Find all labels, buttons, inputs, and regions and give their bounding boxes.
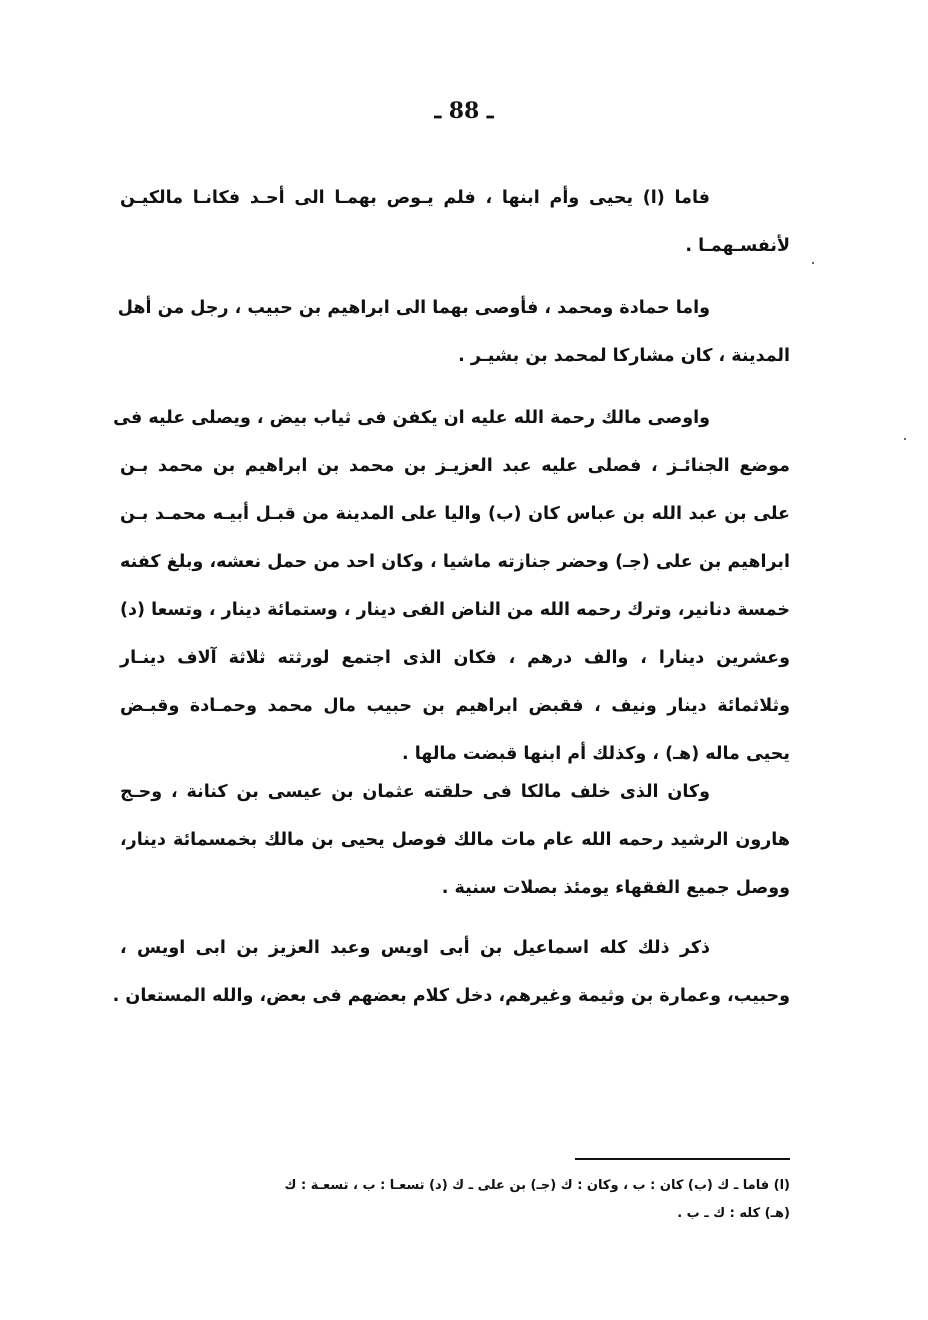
scan-speck xyxy=(812,262,814,264)
paragraph-3 xyxy=(113,394,790,778)
footnote-divider xyxy=(575,1158,790,1160)
paragraph-4 xyxy=(120,768,790,912)
paragraph-line: وكان الذى خلف مالكا فى حلقته عثمان بن عيسى بن كنانة ، وحـج xyxy=(120,782,710,802)
paragraph-line: لأنفسـهمـا . xyxy=(685,236,790,256)
paragraph-line: ابراهيم بن على (جـ) وحضر جنازته ماشيا ، وكان احد من حمل نعشه، وبلغ كفنه xyxy=(120,552,790,572)
page-number: ـ 88 ـ xyxy=(434,98,494,124)
paragraph-line: فاما (ا) يحيى وأم ابنها ، فلم يـوص بهمـا الى أحـد فكانـا مالكيـن xyxy=(120,188,710,208)
paragraph-2 xyxy=(117,284,790,380)
paragraph-line: ذكر ذلك كله اسماعيل بن أبى اويس وعبد العزيز بن ابى اويس ، xyxy=(120,938,710,958)
footnotes xyxy=(120,1172,790,1228)
paragraph-line: وحبيب، وعمارة بن وثيمة وغيرهم، دخل كلام بعضهم فى بعض، والله المستعان . xyxy=(112,986,790,1006)
footnote-line: (هـ) كله : ك ـ ب . xyxy=(677,1206,790,1221)
paragraph-1 xyxy=(120,174,790,270)
footnote-line: (ا) فاما ـ ك (ب) كان : ب ، وكان : ك (جـ) بن على ـ ك (د) تسعـا : ب ، تسعـة : ك xyxy=(284,1178,790,1193)
paragraph-line: واوصى مالك رحمة الله عليه ان يكفن فى ثياب بيض ، ويصلى عليه فى xyxy=(113,408,710,428)
paragraph-line: واما حمادة ومحمد ، فأوصى بهما الى ابراهيم بن حبيب ، رجل من أهل xyxy=(117,298,710,318)
paragraph-line: ووصل جميع الفقهاء يومئذ بصلات سنية . xyxy=(441,878,790,898)
paragraph-line: هارون الرشيد رحمه الله عام مات مالك فوصل يحيى بن مالك بخمسمائة دينار، xyxy=(120,830,790,850)
paragraph-line: يحيى ماله (هـ) ، وكذلك أم ابنها قبضت مالها . xyxy=(401,744,790,764)
paragraph-line: وثلاثمائة دينار ونيف ، فقبض ابراهيم بن حبيب مال محمد وحمـادة وقبـض xyxy=(120,696,790,716)
paragraph-line: وعشرين دينارا ، والف درهم ، فكان الذى اجتمع لورثته ثلاثة آلاف دينـار xyxy=(120,648,790,668)
scan-speck xyxy=(904,438,906,440)
paragraph-line: المدينة ، كان مشاركا لمحمد بن بشيـر . xyxy=(458,346,790,366)
paragraph-line: خمسة دنانير، وترك رحمه الله من الناض الفى دينار ، وستمائة دينار ، وتسعا (د) xyxy=(120,600,790,620)
paragraph-5 xyxy=(112,924,790,1020)
paragraph-line: على بن عبد الله بن عباس كان (ب) واليا على المدينة من قبـل أبيـه محمـد بـن xyxy=(120,504,790,524)
paragraph-line: موضع الجنائـز ، فصلى عليه عبد العزيـز بن محمد بن ابراهيم بن محمد بـن xyxy=(120,456,790,476)
